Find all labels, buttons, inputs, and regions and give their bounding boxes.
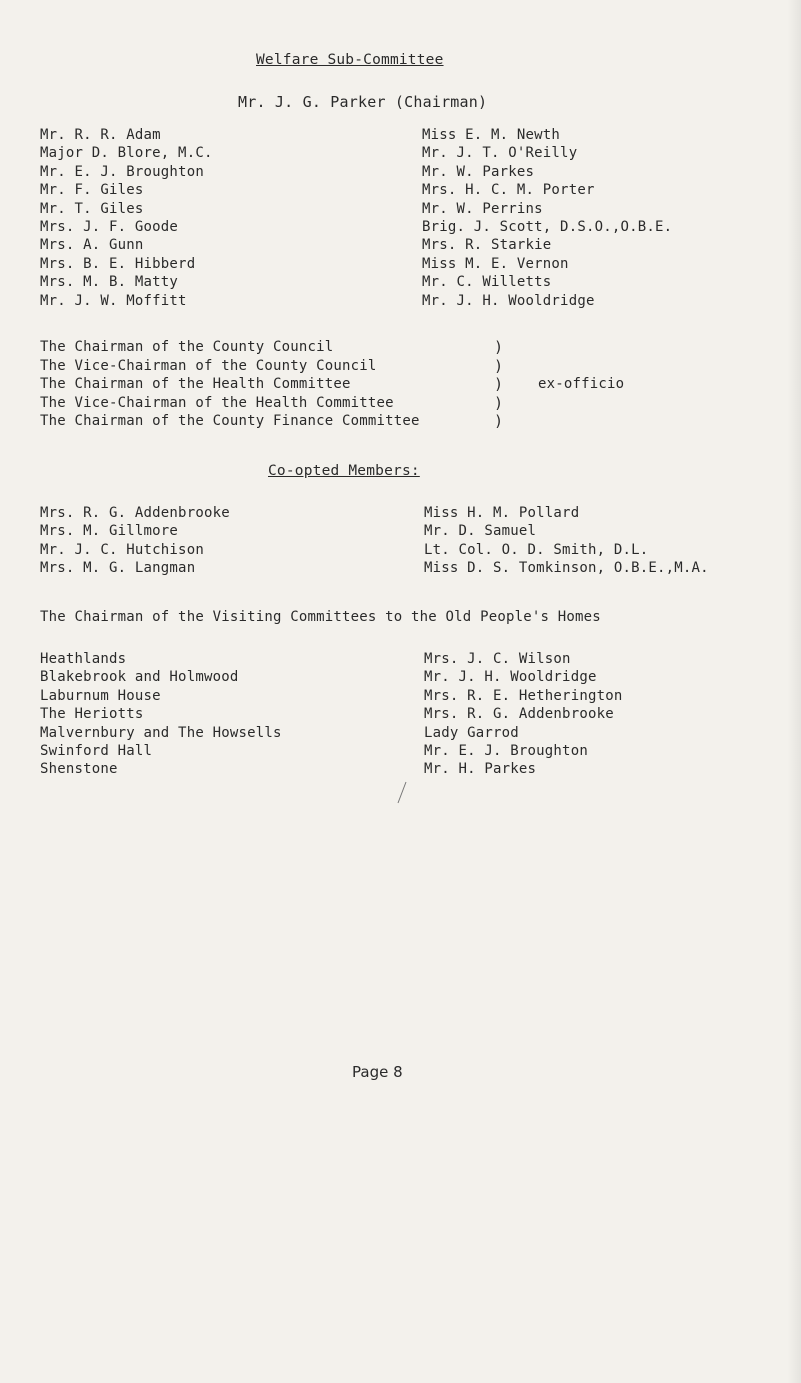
- home-chairman: Mrs. J. C. Wilson: [424, 651, 571, 667]
- home-name: Blakebrook and Holmwood: [40, 669, 239, 686]
- member-name: Mr. W. Parkes: [422, 163, 535, 180]
- pen-stroke-mark: [396, 780, 408, 804]
- members-left-column: [40, 126, 213, 310]
- member-name: Mr. J. T. O'Reilly: [422, 145, 578, 162]
- member-name: Mrs. H. C. M. Porter: [422, 182, 595, 199]
- bracket-paren: ): [494, 412, 504, 430]
- coopted-member: Mr. D. Samuel: [424, 523, 537, 540]
- member-name: Miss E. M. Newth: [422, 127, 561, 143]
- home-name: Heathlands: [40, 651, 127, 667]
- member-name: Mr. T. Giles: [40, 200, 144, 217]
- home-chairman: Mrs. R. G. Addenbrooke: [424, 706, 614, 723]
- bracket-paren: ): [494, 338, 504, 356]
- member-name: Mr. W. Perrins: [422, 200, 543, 217]
- ex-officio-member: The Chairman of the County Council: [40, 339, 334, 355]
- coopted-member: Mrs. M. Gillmore: [40, 523, 179, 540]
- ex-officio-member: The Chairman of the County Finance Committee: [40, 413, 420, 430]
- coopted-member: Mr. J. C. Hutchison: [40, 541, 204, 558]
- coopted-member: Lt. Col. O. D. Smith, D.L.: [424, 541, 649, 558]
- member-name: Major D. Blore, M.C.: [40, 145, 213, 162]
- home-chairman: Lady Garrod: [424, 724, 519, 741]
- ex-officio-member: The Vice-Chairman of the Health Committee: [40, 394, 394, 411]
- member-name: Mr. J. W. Moffitt: [40, 292, 187, 309]
- coopted-member: Mrs. M. G. Langman: [40, 560, 196, 577]
- page-edge-shadow: [787, 0, 801, 1383]
- member-name: Mrs. M. B. Matty: [40, 274, 179, 291]
- coopted-right-column: [424, 504, 709, 578]
- member-name: Mr. C. Willetts: [422, 274, 552, 291]
- member-name: Mrs. J. F. Goode: [40, 219, 179, 236]
- member-name: Mr. J. H. Wooldridge: [422, 292, 595, 309]
- coopted-member: Miss H. M. Pollard: [424, 505, 580, 521]
- home-chairmen-column: [424, 650, 622, 779]
- ex-officio-label: ex-officio: [538, 376, 625, 392]
- member-name: Mr. F. Giles: [40, 182, 144, 199]
- member-name: Mrs. R. Starkie: [422, 237, 552, 254]
- ex-officio-list: [40, 338, 420, 431]
- coopted-heading: Co-opted Members:: [268, 463, 420, 479]
- ex-officio-member: The Vice-Chairman of the County Council: [40, 357, 377, 374]
- coopted-left-column: [40, 504, 230, 578]
- member-name: Brig. J. Scott, D.S.O.,O.B.E.: [422, 219, 673, 236]
- member-name: Mrs. B. E. Hibberd: [40, 255, 196, 272]
- home-chairman: Mr. H. Parkes: [424, 761, 537, 778]
- chairman-line: Mr. J. G. Parker (Chairman): [238, 93, 488, 111]
- member-name: Mr. E. J. Broughton: [40, 163, 204, 180]
- home-name: Swinford Hall: [40, 743, 153, 760]
- bracket-paren: ): [494, 375, 504, 393]
- member-name: Mr. R. R. Adam: [40, 127, 161, 143]
- home-name: Shenstone: [40, 761, 118, 778]
- page-number: Page 8: [352, 1063, 403, 1081]
- home-name: Laburnum House: [40, 687, 161, 704]
- ex-officio-member: The Chairman of the Health Committee: [40, 376, 351, 393]
- members-right-column: [422, 126, 672, 310]
- home-chairman: Mr. E. J. Broughton: [424, 743, 588, 760]
- page-title: Welfare Sub-Committee: [256, 52, 444, 68]
- home-name: Malvernbury and The Howsells: [40, 724, 282, 741]
- homes-column: [40, 650, 282, 779]
- bracket-paren: ): [494, 357, 504, 375]
- home-chairman: Mr. J. H. Wooldridge: [424, 669, 597, 686]
- home-chairman: Mrs. R. E. Hetherington: [424, 687, 623, 704]
- visiting-committees-heading: The Chairman of the Visiting Committees to the Old People's Homes: [40, 609, 601, 625]
- coopted-member: Mrs. R. G. Addenbrooke: [40, 505, 230, 521]
- member-name: Miss M. E. Vernon: [422, 255, 569, 272]
- bracket-paren: ): [494, 394, 504, 412]
- home-name: The Heriotts: [40, 706, 144, 723]
- member-name: Mrs. A. Gunn: [40, 237, 144, 254]
- coopted-member: Miss D. S. Tomkinson, O.B.E.,M.A.: [424, 560, 709, 577]
